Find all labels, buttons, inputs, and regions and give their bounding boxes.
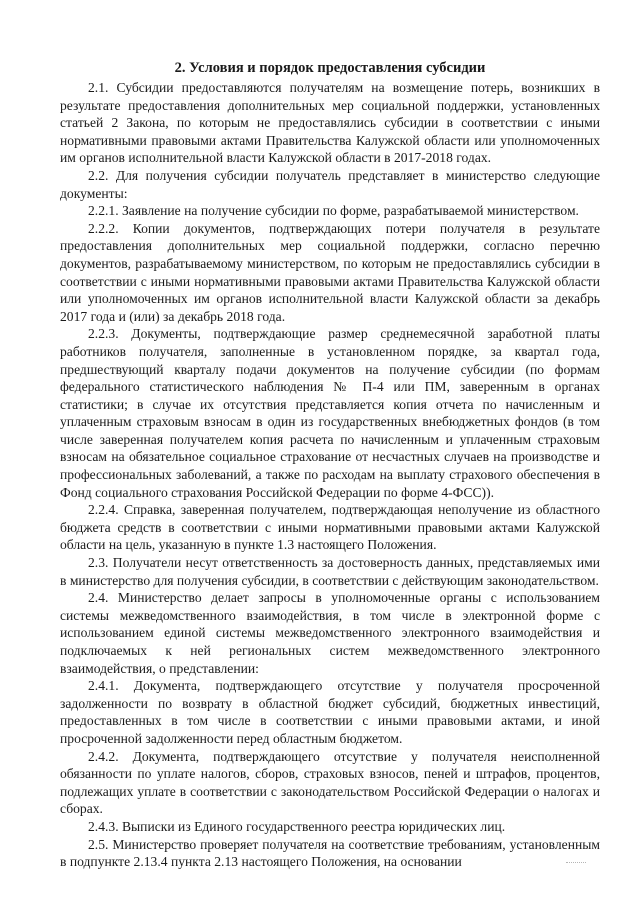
scan-mark	[566, 862, 586, 864]
section-title: 2. Условия и порядок предоставления субсидии	[174, 60, 486, 76]
paragraph-2-5: 2.5. Министерство проверяет получателя на соответствие требованиям, установленным в подпункте 2.13.4 пункта 2.13 настоящего Положения, на основании	[60, 836, 600, 870]
paragraph-2-4: 2.4. Министерство делает запросы в уполномоченные органы с использованием системы межведомственного взаимодействия, в том числе в электронной форме с использованием единой системы межведомственного электронного взаимодействия и подключаемых к ней региональных систем межведомственного электронного взаимодействия, о представлении:	[60, 590, 600, 676]
paragraph-2-2-2: 2.2.2. Копии документов, подтверждающих потери получателя в результате предоставления дополнительных мер социальной поддержки, согласно перечню документов, разрабатываемому министерством, по которым не предоставлялись субсидии в соответствии с иными нормативными правовыми актами Правительства Калужской области или уполномоченных им органов исполнительной власти Калужской области за декабрь 2017 года и (или) за декабрь 2018 года.	[60, 220, 600, 324]
paragraph-2-4-2: 2.4.2. Документа, подтверждающего отсутствие у получателя неисполненной обязанности по уплате налогов, сборов, страховых взносов, пеней и штрафов, процентов, подлежащих уплате в соответствии с законодательством Российской Федерации о налогах и сборах.	[60, 748, 600, 817]
paragraph-2-1: 2.1. Субсидии предоставляются получателям на возмещение потерь, возникших в результате предоставления дополнительных мер социальной поддержки, установленных статьей 2 Закона, по которым не предоставлялись субсидии в соответствии с иными нормативными правовыми актами Правительства Калужской области или уполномоченных им органов исполнительной власти Калужской области в 2017-2018 годах.	[60, 80, 600, 166]
paragraph-2-4-1: 2.4.1. Документа, подтверждающего отсутствие у получателя просроченной задолженности по возврату в областной бюджет субсидий, бюджетных инвестиций, предоставленных в том числе в соответствии с иными правовыми актами, и иной просроченной задолженности перед областным бюджетом.	[60, 678, 600, 746]
paragraph-2-2-1: 2.2.1. Заявление на получение субсидии по форме, разрабатываемой министерством.	[88, 203, 579, 219]
section-body	[60, 79, 600, 871]
paragraph-2-2-3: 2.2.3. Документы, подтверждающие размер среднемесячной заработной платы работников получателя, заполненные в установленном порядке, за квартал года, предшествующий кварталу подачи документов на получение субсидии (по формам федерального статистического наблюдения № П-4 или ПМ, заверенным в органах статистики; в случае их отсутствия представляется копия отчета по начисленным и уплаченным страховым взносам в один из государственных внебюджетных фондов (в том числе заверенная получателем копия расчета по начисленным и уплаченным страховым взносам на обязательное социальное страхование от несчастных случаев на производстве и профессиональных заболеваний, а также по расходам на выплату страхового обеспечения в Фонд социального страхования Российской Федерации по форме 4-ФСС)).	[60, 326, 600, 500]
paragraph-2-3: 2.3. Получатели несут ответственность за достоверность данных, представляемых ими в министерство для получения субсидии, в соответствии с действующим законодательством.	[60, 555, 600, 588]
paragraph-2-2-4: 2.2.4. Справка, заверенная получателем, подтверждающая неполучение из областного бюджета средств в соответствии с иными нормативными правовыми актами Калужской области на цель, указанную в пункте 1.3 настоящего Положения.	[60, 502, 600, 553]
paragraph-2-4-3: 2.4.3. Выписки из Единого государственного реестра юридических лиц.	[88, 818, 506, 834]
paragraph-2-2: 2.2. Для получения субсидии получатель представляет в министерство следующие документы:	[60, 167, 600, 201]
